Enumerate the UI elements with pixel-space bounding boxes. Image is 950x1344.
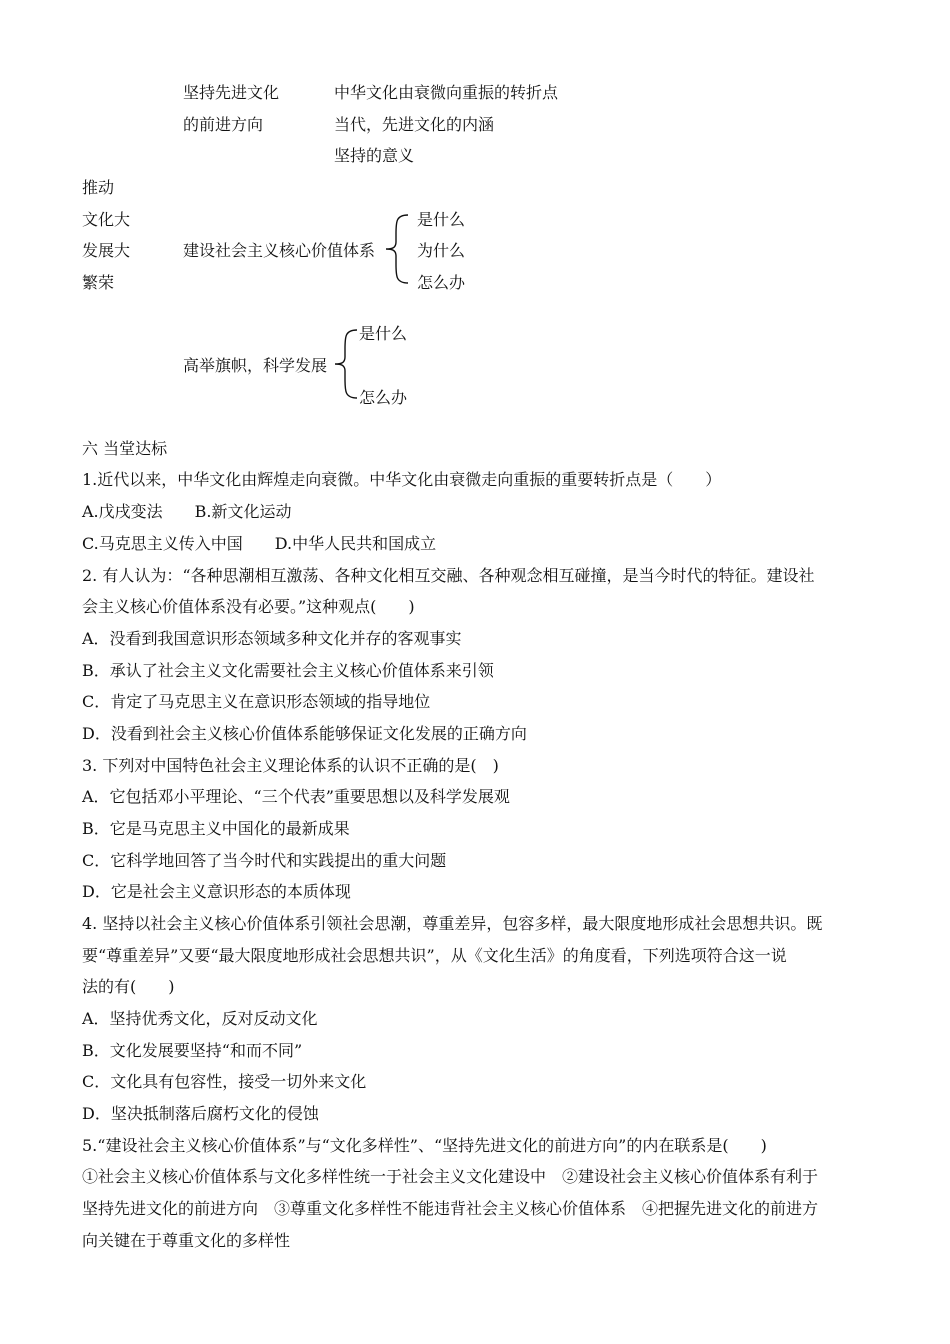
answer-option: A．坚持优秀文化，反对反动文化 (82, 1009, 318, 1028)
branch1-title-line2: 的前进方向 (183, 115, 264, 134)
answer-option: C.马克思主义传入中国 D.中华人民共和国成立 (82, 534, 437, 553)
branch1-item: 中华文化由衰微向重振的转折点 (334, 83, 559, 102)
question-stem: 要“尊重差异”又要“最大限度地形成社会思想共识”，从《文化生活》的角度看，下列选项符合这一说 (82, 946, 787, 965)
answer-option: A．没看到我国意识形态领域多种文化并存的客观事实 (82, 629, 462, 648)
branch1-item: 当代，先进文化的内涵 (334, 115, 495, 134)
answer-option: D．坚决抵制落后腐朽文化的侵蚀 (82, 1104, 319, 1123)
answer-option: B．承认了社会主义文化需要社会主义核心价值体系来引领 (82, 661, 494, 680)
question-stem: 1.近代以来，中华文化由辉煌走向衰微。中华文化由衰微走向重振的重要转折点是（ ） (82, 470, 722, 489)
section-title: 六 当堂达标 (82, 439, 168, 458)
question-stem: 5.“建设社会主义核心价值体系”与“文化多样性”、“坚持先进文化的前进方向”的内在联系是( ) (82, 1136, 767, 1155)
question-stem: 4. 坚持以社会主义核心价值体系引领社会思潮，尊重差异，包容多样，最大限度地形成社会思想共识。既 (82, 914, 823, 933)
question-stem: 法的有( ) (82, 977, 175, 996)
answer-option: D．它是社会主义意识形态的本质体现 (82, 882, 351, 901)
answer-option: B．文化发展要坚持“和而不同” (82, 1041, 303, 1060)
left-label-line: 发展大 (82, 241, 131, 260)
branch3-item: 怎么办 (359, 388, 408, 407)
branch2-item: 为什么 (417, 241, 466, 260)
curly-brace-icon (331, 326, 361, 402)
left-label-line: 繁荣 (82, 273, 115, 292)
left-label-line: 推动 (82, 178, 115, 197)
question-stem: 2. 有人认为：“各种思潮相互激荡、各种文化相互交融、各种观念相互碰撞，是当今时代的特征。建设社 (82, 566, 815, 585)
branch1-title-line1: 坚持先进文化 (183, 83, 280, 102)
branch2-title: 建设社会主义核心价值体系 (183, 241, 376, 260)
question-stem: ①社会主义核心价值体系与文化多样性统一于社会主义文化建设中 ②建设社会主义核心价值体系有利于 (82, 1167, 819, 1186)
branch2-item: 怎么办 (417, 273, 466, 292)
answer-option: A．它包括邓小平理论、“三个代表”重要思想以及科学发展观 (82, 787, 510, 806)
answer-option: A.戊戌变法 B.新文化运动 (82, 502, 292, 521)
branch3-item: 是什么 (359, 324, 408, 343)
answer-option: B．它是马克思主义中国化的最新成果 (82, 819, 350, 838)
question-stem: 会主义核心价值体系没有必要。”这种观点( ) (82, 597, 415, 616)
branch3-title: 高举旗帜，科学发展 (183, 356, 328, 375)
question-stem: 坚持先进文化的前进方向 ③尊重文化多样性不能违背社会主义核心价值体系 ④把握先进文化的前进方 (82, 1199, 819, 1218)
question-stem: 3. 下列对中国特色社会主义理论体系的认识不正确的是( ) (82, 756, 499, 775)
answer-option: C．文化具有包容性，接受一切外来文化 (82, 1072, 367, 1091)
left-label-line: 文化大 (82, 210, 131, 229)
branch1-item: 坚持的意义 (334, 146, 415, 165)
branch2-item: 是什么 (417, 210, 466, 229)
curly-brace-icon (382, 212, 412, 286)
answer-option: C．肯定了马克思主义在意识形态领域的指导地位 (82, 692, 431, 711)
answer-option: D．没看到社会主义核心价值体系能够保证文化发展的正确方向 (82, 724, 527, 743)
question-stem: 向关键在于尊重文化的多样性 (82, 1231, 291, 1250)
answer-option: C．它科学地回答了当今时代和实践提出的重大问题 (82, 851, 447, 870)
